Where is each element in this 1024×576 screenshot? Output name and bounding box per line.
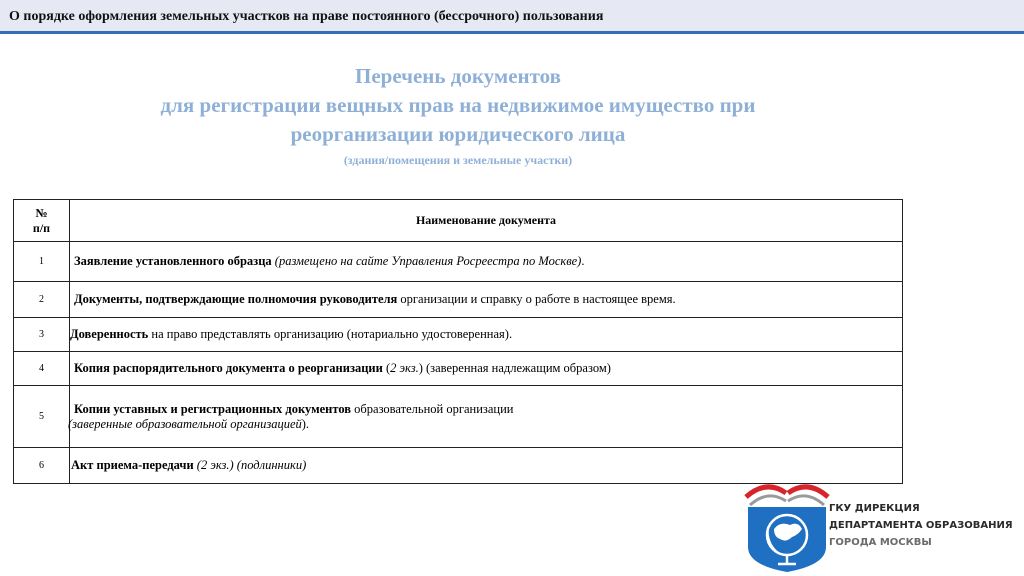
row-document — [70, 386, 903, 448]
column-header-number-line2: п/п — [32, 220, 51, 235]
row-document-bold: Заявление установленного образца — [74, 254, 272, 268]
row-document-italic: (заверенные образовательной организацией — [68, 416, 302, 431]
table-row — [14, 242, 903, 282]
row-document — [70, 318, 903, 352]
row-document-plain: ) (заверенная надлежащим образом) — [418, 361, 611, 375]
logo-caption-line3: ГОРОДА МОСКВЫ — [829, 537, 932, 548]
row-document-italic: 2 экз. — [390, 361, 419, 375]
row-document-open-paren: ( — [385, 361, 391, 375]
column-header-number-line1: № — [35, 205, 48, 220]
table-header-row — [14, 200, 903, 242]
document-list-heading — [0, 62, 916, 171]
row-document-bold: Копия распорядительного документа о реорганизации — [74, 361, 383, 375]
row-number: 4 — [14, 352, 70, 386]
heading-line-2: для регистрации вещных прав на недвижимое имущество при — [160, 93, 756, 117]
column-header-name: Наименование документа — [70, 200, 903, 242]
row-document-plain: организации и справку о работе в настоящее время. — [400, 292, 676, 306]
row-document-bold: Акт приема-передачи — [71, 458, 194, 472]
logo-caption-line1: ГКУ ДИРЕКЦИЯ — [829, 503, 920, 514]
row-document-plain-end: ). — [301, 416, 310, 431]
slide-title: О порядке оформления земельных участков на праве постоянного (бессрочного) пользования — [9, 9, 604, 24]
row-number: 3 — [14, 318, 70, 352]
row-document-bold: Доверенность — [70, 327, 149, 341]
table-row — [14, 318, 903, 352]
column-header-number — [14, 200, 70, 242]
row-document-italic: (2 экз.) (подлинники) — [196, 458, 307, 472]
table-row — [14, 386, 903, 448]
table-row — [14, 352, 903, 386]
row-number: 6 — [14, 448, 70, 484]
documents-table — [13, 199, 903, 484]
row-document-second-line — [68, 417, 898, 432]
heading-line-1: Перечень документов — [355, 64, 561, 88]
row-document — [70, 242, 903, 282]
organization-logo — [742, 477, 832, 573]
table-row — [14, 282, 903, 318]
row-document — [70, 352, 903, 386]
row-document-plain: на право представлять организацию (нотариально удостоверенная). — [151, 327, 513, 341]
row-document-bold: Документы, подтверждающие полномочия руководителя — [74, 292, 398, 306]
row-document-plain: . — [581, 254, 585, 268]
heading-subtitle: (здания/помещения и земельные участки) — [343, 153, 573, 167]
logo-caption — [829, 500, 1013, 551]
row-document-bold: Копии уставных и регистрационных документов — [74, 401, 352, 416]
row-number: 2 — [14, 282, 70, 318]
heading-line-3: реорганизации юридического лица — [290, 122, 626, 146]
logo-caption-line2: ДЕПАРТАМЕНТА ОБРАЗОВАНИЯ — [829, 520, 1013, 531]
row-document-italic: (размещено на сайте Управления Росреестра по Москве) — [274, 254, 582, 268]
row-document — [70, 282, 903, 318]
row-document-plain: образовательной организации — [354, 401, 514, 416]
row-number: 1 — [14, 242, 70, 282]
header-bar — [0, 0, 1024, 34]
row-number: 5 — [14, 386, 70, 448]
